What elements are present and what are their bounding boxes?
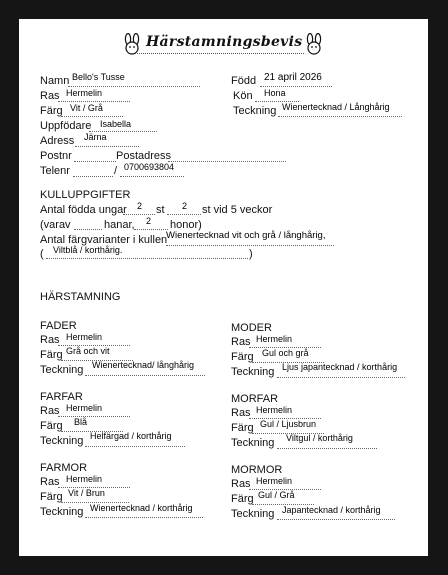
mormor-farg-value: Gul / Grå	[258, 490, 295, 500]
farmor-teckning-line	[85, 517, 203, 518]
postnr-line	[74, 161, 116, 162]
farmor-teckning-value: Wienertecknad / korthårig	[90, 503, 193, 513]
vid5-line	[167, 214, 201, 215]
fodd-line	[260, 86, 332, 87]
honor-line	[134, 229, 168, 230]
antal-label: Antal födda ungar	[40, 204, 127, 216]
fargvar-value: Wienertecknad vit och grå / långhårig,	[166, 230, 326, 241]
fargvar-label: Antal färgvarianter i kullen	[40, 234, 168, 246]
kon-label: Kön	[233, 90, 253, 102]
honor-label: honor)	[170, 219, 202, 231]
namn-line	[68, 86, 200, 87]
farg-line	[61, 116, 123, 117]
farfar-title: FARFAR	[40, 391, 83, 403]
farfar-farg-label: Färg	[40, 420, 63, 432]
fader-farg-value: Grå och vit	[66, 346, 110, 356]
teckning-label: Teckning	[233, 105, 277, 117]
paren-open: (	[40, 248, 44, 260]
fader-teckning-value: Wienertecknad/ långhårig	[92, 360, 195, 370]
morfar-teckning-line	[277, 448, 377, 449]
rabbit-head-icon	[302, 33, 326, 55]
moder-ras-label: Ras	[231, 336, 251, 348]
fader-title: FADER	[40, 320, 77, 332]
farfar-teckning-label: Teckning	[40, 435, 84, 447]
vid5-label: st vid 5 veckor	[202, 204, 273, 216]
rabbit-head-icon	[120, 33, 144, 55]
harstamning-heading: HÄRSTAMNING	[40, 291, 121, 303]
mormor-title: MORMOR	[231, 464, 283, 476]
moder-teckning-label: Teckning	[231, 366, 275, 378]
antal-line	[123, 214, 155, 215]
farfar-teckning-value: Helfärgad / korthårig	[90, 431, 172, 441]
adress-label: Adress	[40, 135, 75, 147]
mormor-ras-label: Ras	[231, 478, 251, 490]
ras-label: Ras	[40, 90, 60, 102]
moder-ras-value: Hermelin	[256, 334, 293, 344]
mormor-ras-value: Hermelin	[256, 476, 293, 486]
mormor-teckning-line	[277, 519, 395, 520]
teckning-line	[278, 116, 402, 117]
fader-teckning-line	[85, 375, 205, 376]
farfar-ras-line	[58, 416, 130, 417]
farfar-ras-value: Hermelin	[66, 403, 103, 413]
fader-farg-label: Färg	[40, 349, 63, 361]
farfar-ras-label: Ras	[40, 405, 60, 417]
moder-teckning-value: Ljus japantecknad / korthårig	[282, 362, 398, 372]
uppfodare-value: Isabella	[100, 119, 132, 129]
moder-farg-label: Färg	[231, 351, 254, 363]
moder-title: MODER	[231, 322, 272, 334]
adress-line	[75, 146, 139, 147]
morfar-ras-value: Hermelin	[256, 405, 293, 415]
kon-value: Hona	[264, 88, 286, 98]
moder-farg-value: Gul och grå	[262, 348, 309, 358]
morfar-farg-value: Gul / Ljusbrun	[260, 419, 317, 429]
farg-label: Färg	[40, 105, 63, 117]
farmor-teckning-label: Teckning	[40, 506, 84, 518]
farfar-teckning-line	[85, 446, 185, 447]
fader-ras-value: Hermelin	[66, 332, 103, 342]
st-label: st	[156, 204, 165, 216]
postnr-label: Postnr	[40, 150, 72, 162]
telenr-line-1	[73, 176, 113, 177]
fader-ras-label: Ras	[40, 334, 60, 346]
hanar-line	[74, 229, 102, 230]
namn-value: Bello's Tusse	[72, 72, 125, 82]
mormor-teckning-label: Teckning	[231, 508, 275, 520]
farfar-farg-value: Blå	[74, 417, 88, 427]
morfar-teckning-label: Teckning	[231, 437, 275, 449]
farmor-ras-label: Ras	[40, 476, 60, 488]
fader-teckning-label: Teckning	[40, 364, 84, 376]
farmor-farg-value: Vit / Brun	[68, 488, 105, 498]
farmor-title: FARMOR	[40, 462, 88, 474]
mormor-teckning-value: Japantecknad / korthårig	[282, 505, 381, 515]
morfar-farg-label: Färg	[231, 422, 254, 434]
fargvar-line-2	[46, 258, 248, 259]
telenr-line-2	[120, 176, 184, 177]
kull-heading: KULLUPPGIFTER	[40, 189, 131, 201]
mormor-farg-label: Färg	[231, 493, 254, 505]
fodd-label: Född	[231, 75, 257, 87]
fargvar-value-2: Viltblå / korthårig.	[53, 245, 123, 255]
fodd-value: 21 april 2026	[264, 72, 322, 83]
uppfodare-label: Uppfödare	[40, 120, 92, 132]
telenr-label: Telenr	[40, 165, 70, 177]
ras-line	[58, 101, 130, 102]
certificate-title: Härstamningsbevis	[146, 34, 303, 50]
teckning-value: Wienertecknad / Långhårig	[282, 102, 390, 112]
antal-value: 2	[137, 201, 143, 211]
fargvar-line	[166, 245, 334, 246]
postadress-line	[168, 161, 286, 162]
vid5-value: 2	[182, 201, 188, 211]
farmor-ras-value: Hermelin	[66, 474, 103, 484]
hanar-label: hanar,	[104, 219, 135, 231]
farg-value: Vit / Grå	[70, 103, 103, 113]
honor-value: 2	[146, 216, 152, 226]
morfar-title: MORFAR	[231, 393, 279, 405]
ras-value: Hermelin	[66, 88, 103, 98]
moder-teckning-line	[277, 377, 405, 378]
namn-label: Namn	[40, 75, 70, 87]
adress-value: Järna	[84, 132, 107, 142]
telenr-value: 0700693804	[124, 162, 175, 172]
morfar-teckning-value: Viltgul / korthårig	[286, 433, 353, 443]
farmor-farg-label: Färg	[40, 491, 63, 503]
title-underline	[132, 53, 304, 54]
telenr-separator: /	[114, 165, 118, 177]
varav-label: (varav	[40, 219, 71, 231]
postadress-label: Postadress	[116, 150, 172, 162]
paren-close: )	[249, 248, 253, 260]
morfar-ras-label: Ras	[231, 407, 251, 419]
